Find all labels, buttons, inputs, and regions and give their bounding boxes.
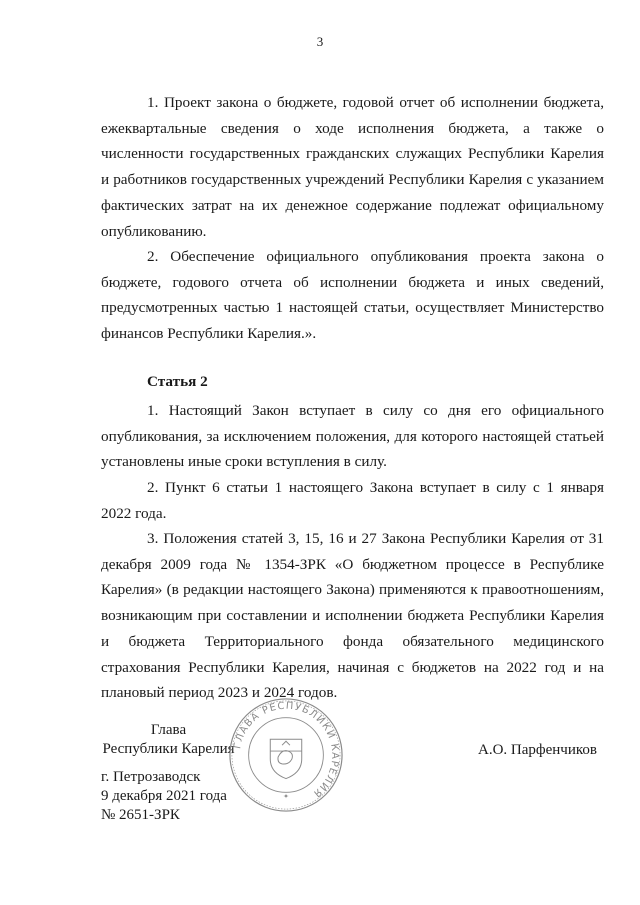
article-heading: Статья 2 (147, 373, 208, 390)
position-line-2: Республики Карелия (102, 741, 235, 757)
paragraph-2: 2. Обеспечение официального опубликования проекта закона о бюджете, годового отчета об исполнении бюджета и иных сведений, предусмотренных частью 1 настоящей статьи, осуществляет Министерство финансов Республики Карелия.». (101, 248, 604, 343)
article-paragraph-2: 2. Пункт 6 статьи 1 настоящего Закона вступает в силу с 1 января 2022 года. (101, 479, 604, 522)
seal-text: ГЛАВА РЕСПУБЛИКИ КАРЕЛИЯ (232, 700, 341, 800)
article-paragraph-1: 1. Настоящий Закон вступает в силу со дня его официального опубликования, за исключением положения, для которого настоящей статьей установлены иные сроки вступления в силу. (101, 402, 604, 471)
svg-text:✦: ✦ (283, 792, 289, 801)
paragraph-1: 1. Проект закона о бюджете, годовой отчет об исполнении бюджета, ежеквартальные сведения о ходе исполнения бюджета, а также о численности государственных гражданских служащих Республики Карелия и работников государственных учреждений Республики Карелия с указанием фактических затрат на их денежное содержание подлежат официальному опубликованию. (101, 94, 604, 240)
svg-text:ГЛАВА РЕСПУБЛИКИ КАРЕЛИЯ (232, 701, 340, 800)
position-line-1: Глава (150, 722, 187, 738)
law-number: № 2651-ЗРК (101, 807, 180, 823)
article-paragraph-3: 3. Положения статей 3, 15, 16 и 27 Закона Республики Карелия от 31 декабря 2009 года № 1354-ЗРК «О бюджетном процессе в Республике Карелия» (в редакции настоящего Закона) применяются к правоотношениям, возникающим при составлении и исполнении бюджета Республики Карелия и бюджета Территориального фонда обязательного медицинского страхования Республики Карелия, начиная с бюджетов на 2022 год и на плановый период 2023 и 2024 годов. (101, 530, 604, 702)
place-date-block (101, 768, 227, 825)
city: г. Петрозаводск (101, 769, 201, 785)
coat-of-arms-icon (270, 739, 301, 778)
page-number: 3 (316, 34, 324, 49)
date: 9 декабря 2021 года (101, 788, 227, 804)
signer-name: А.О. Парфенчиков (478, 742, 597, 758)
official-seal (227, 696, 345, 814)
signature-position (101, 721, 236, 759)
